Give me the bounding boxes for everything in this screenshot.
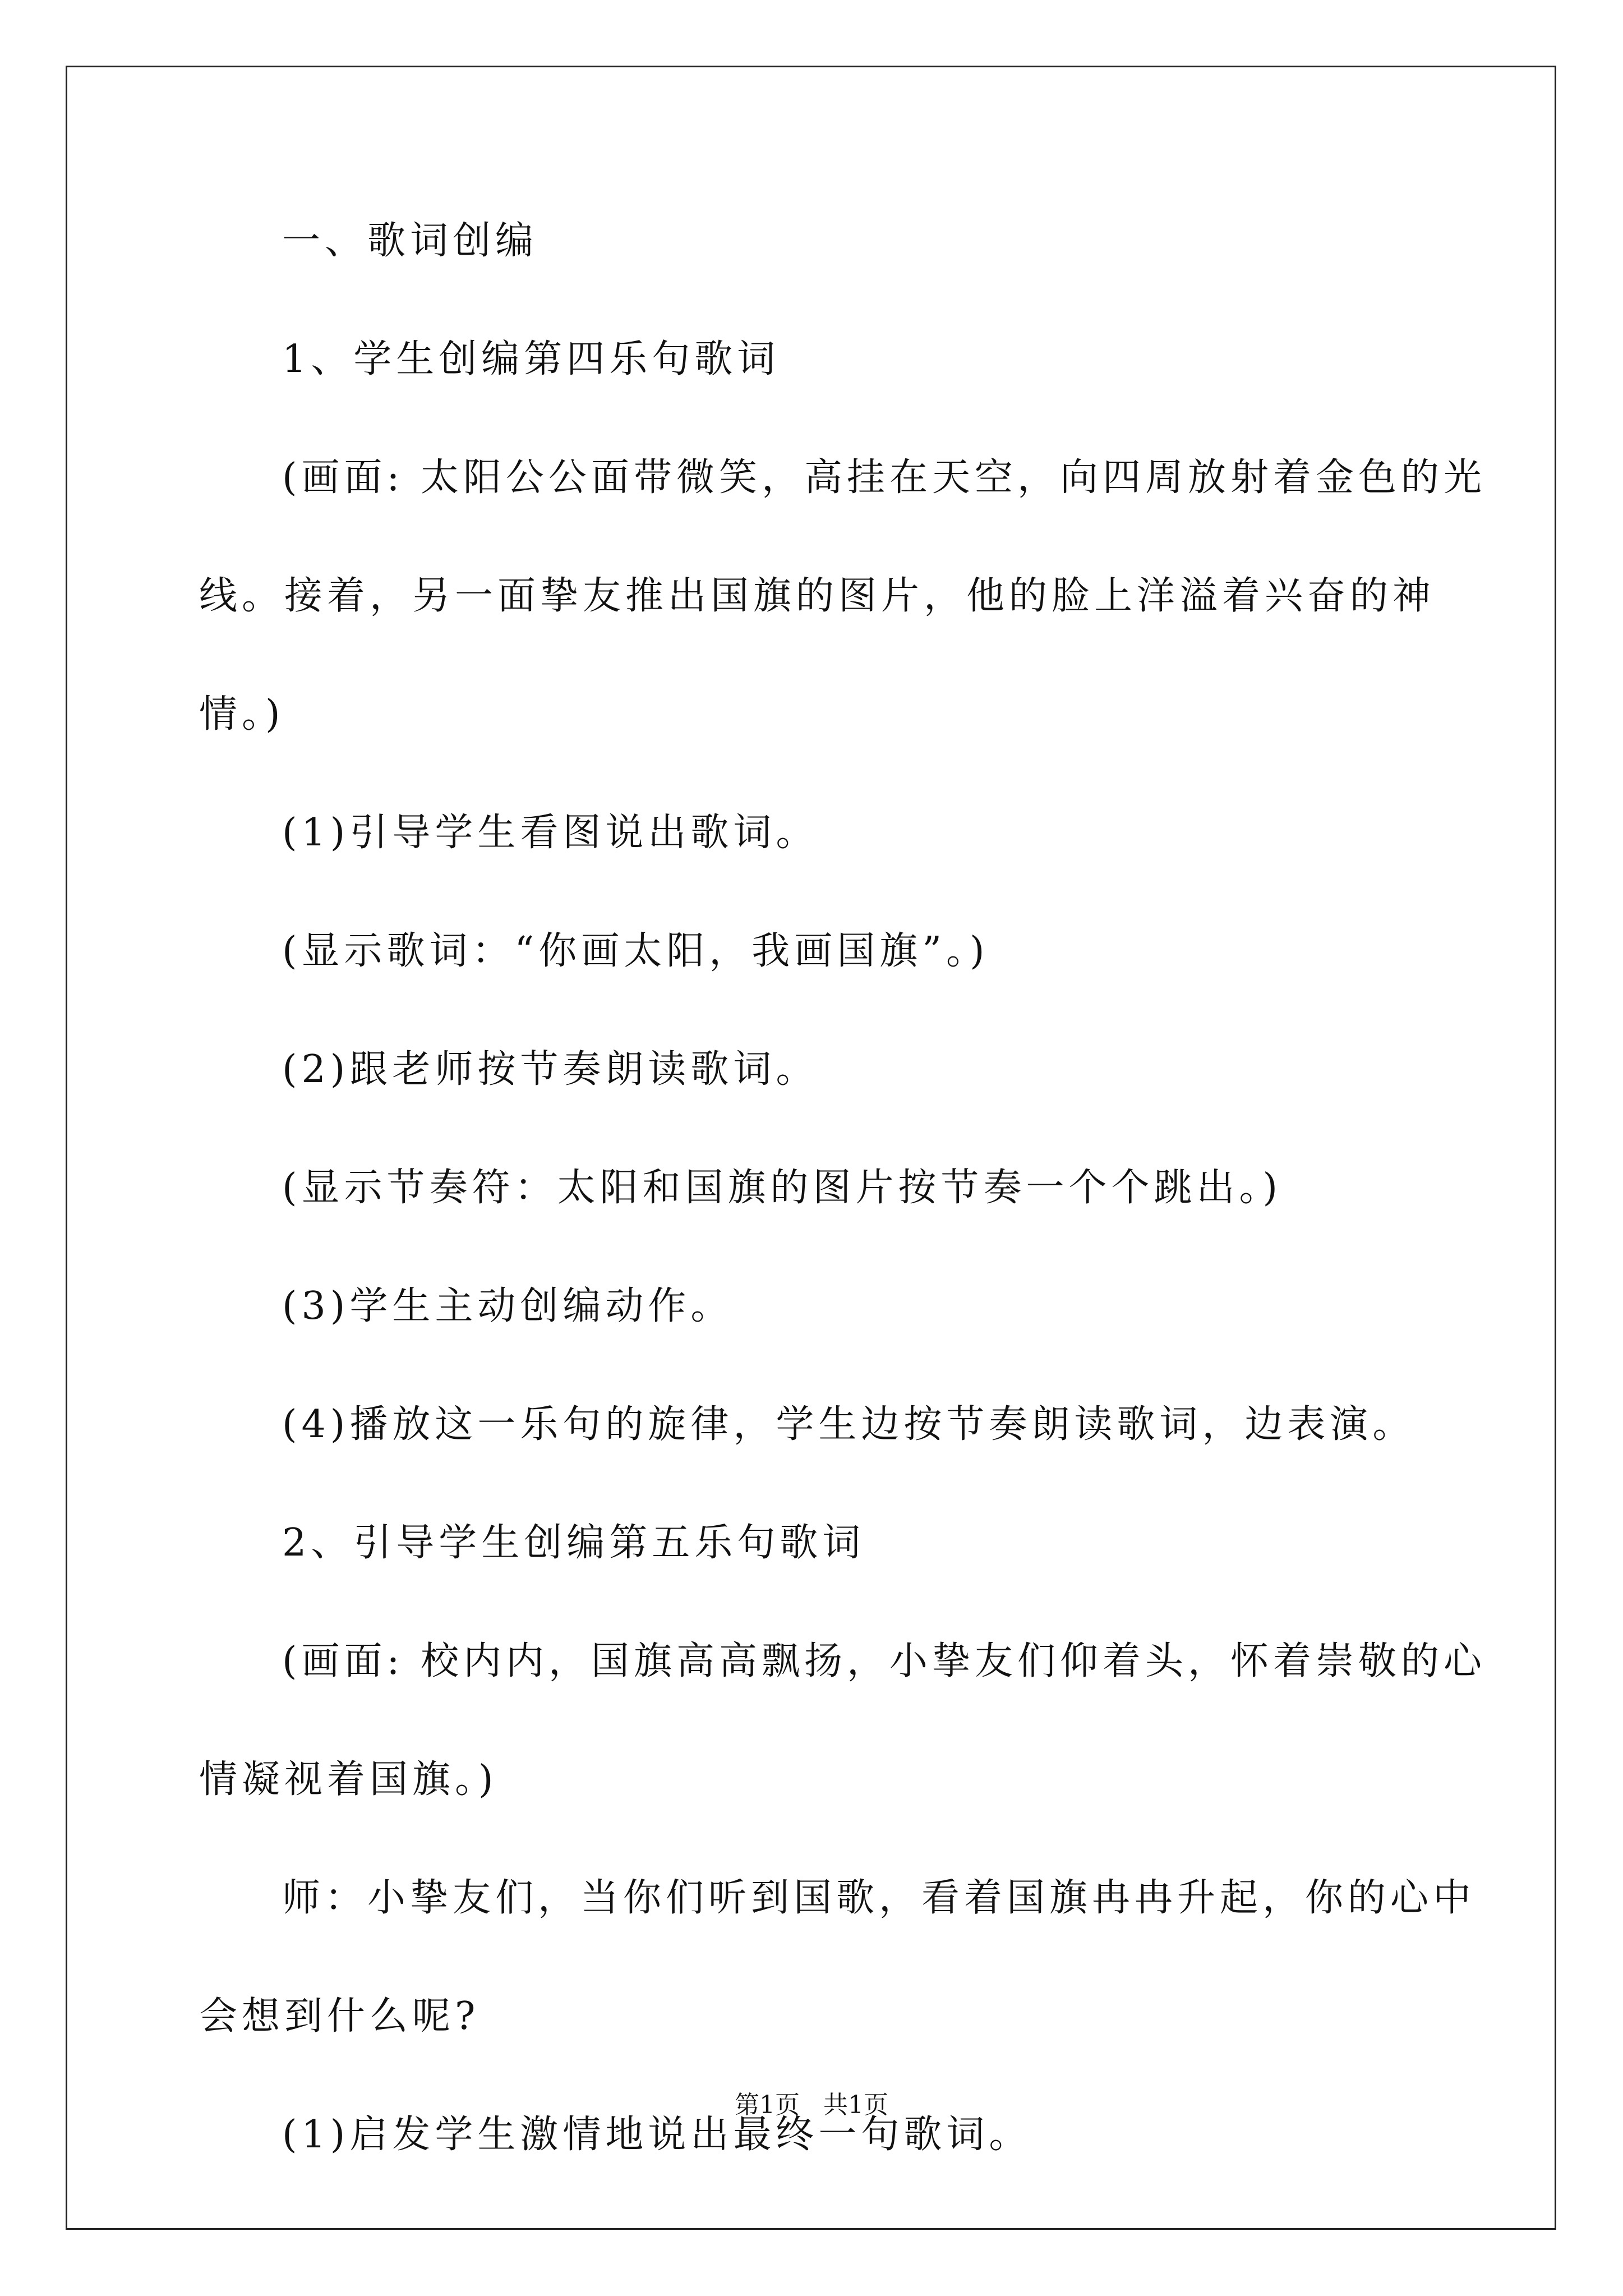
note-show-lyrics: (显示歌词：“你画太阳，我画国旗”。)	[282, 929, 989, 973]
document-body	[199, 219, 1487, 2234]
paragraph-scene-flag	[199, 1639, 1487, 1802]
subheading-fifth-phrase: 2、引导学生创编第五乐句歌词	[282, 1521, 865, 1565]
paragraph-teacher-question	[199, 1876, 1476, 2039]
paragraph-scene-sun	[199, 455, 1487, 737]
page-number-total: 共1页	[823, 2091, 888, 2119]
step-3-create-actions: (3)学生主动创编动作。	[282, 1284, 734, 1328]
heading-lyrics-creation: 一、歌词创编	[282, 219, 538, 263]
text-line: 会想到什么呢?	[199, 1994, 480, 2039]
page-footer	[0, 2091, 1623, 2119]
step-1-final-lyric: (1)启发学生激情地说出最终一句歌词。	[282, 2113, 1032, 2157]
step-2-read-rhythm: (2)跟老师按节奏朗读歌词。	[282, 1047, 819, 1092]
subheading-fourth-phrase: 1、学生创编第四乐句歌词	[282, 337, 780, 381]
text-line: (画面: 太阳公公面带微笑，高挂在天空，向四周放射着金色的光	[282, 455, 1487, 500]
page-number-current: 第1页	[735, 2091, 800, 2119]
step-1-look-and-say: (1)引导学生看图说出歌词。	[282, 811, 819, 855]
step-4-perform: (4)播放这一乐句的旋律，学生边按节奏朗读歌词，边表演。	[282, 1402, 1415, 1447]
text-line: 线。接着，另一面挚友推出国旗的图片，他的脸上洋溢着兴奋的神	[199, 574, 1436, 618]
text-line: 情。)	[199, 692, 285, 737]
text-line: 师：小挚友们，当你们听到国歌，看着国旗冉冉升起，你的心中	[282, 1876, 1476, 1920]
note-show-rhythm: (显示节奏符：太阳和国旗的图片按节奏一个个跳出。)	[282, 1166, 1283, 1210]
text-line: 情凝视着国旗。)	[199, 1757, 498, 1802]
text-line: (画面: 校内内，国旗高高飘扬，小挚友们仰着头，怀着崇敬的心	[282, 1639, 1487, 1683]
